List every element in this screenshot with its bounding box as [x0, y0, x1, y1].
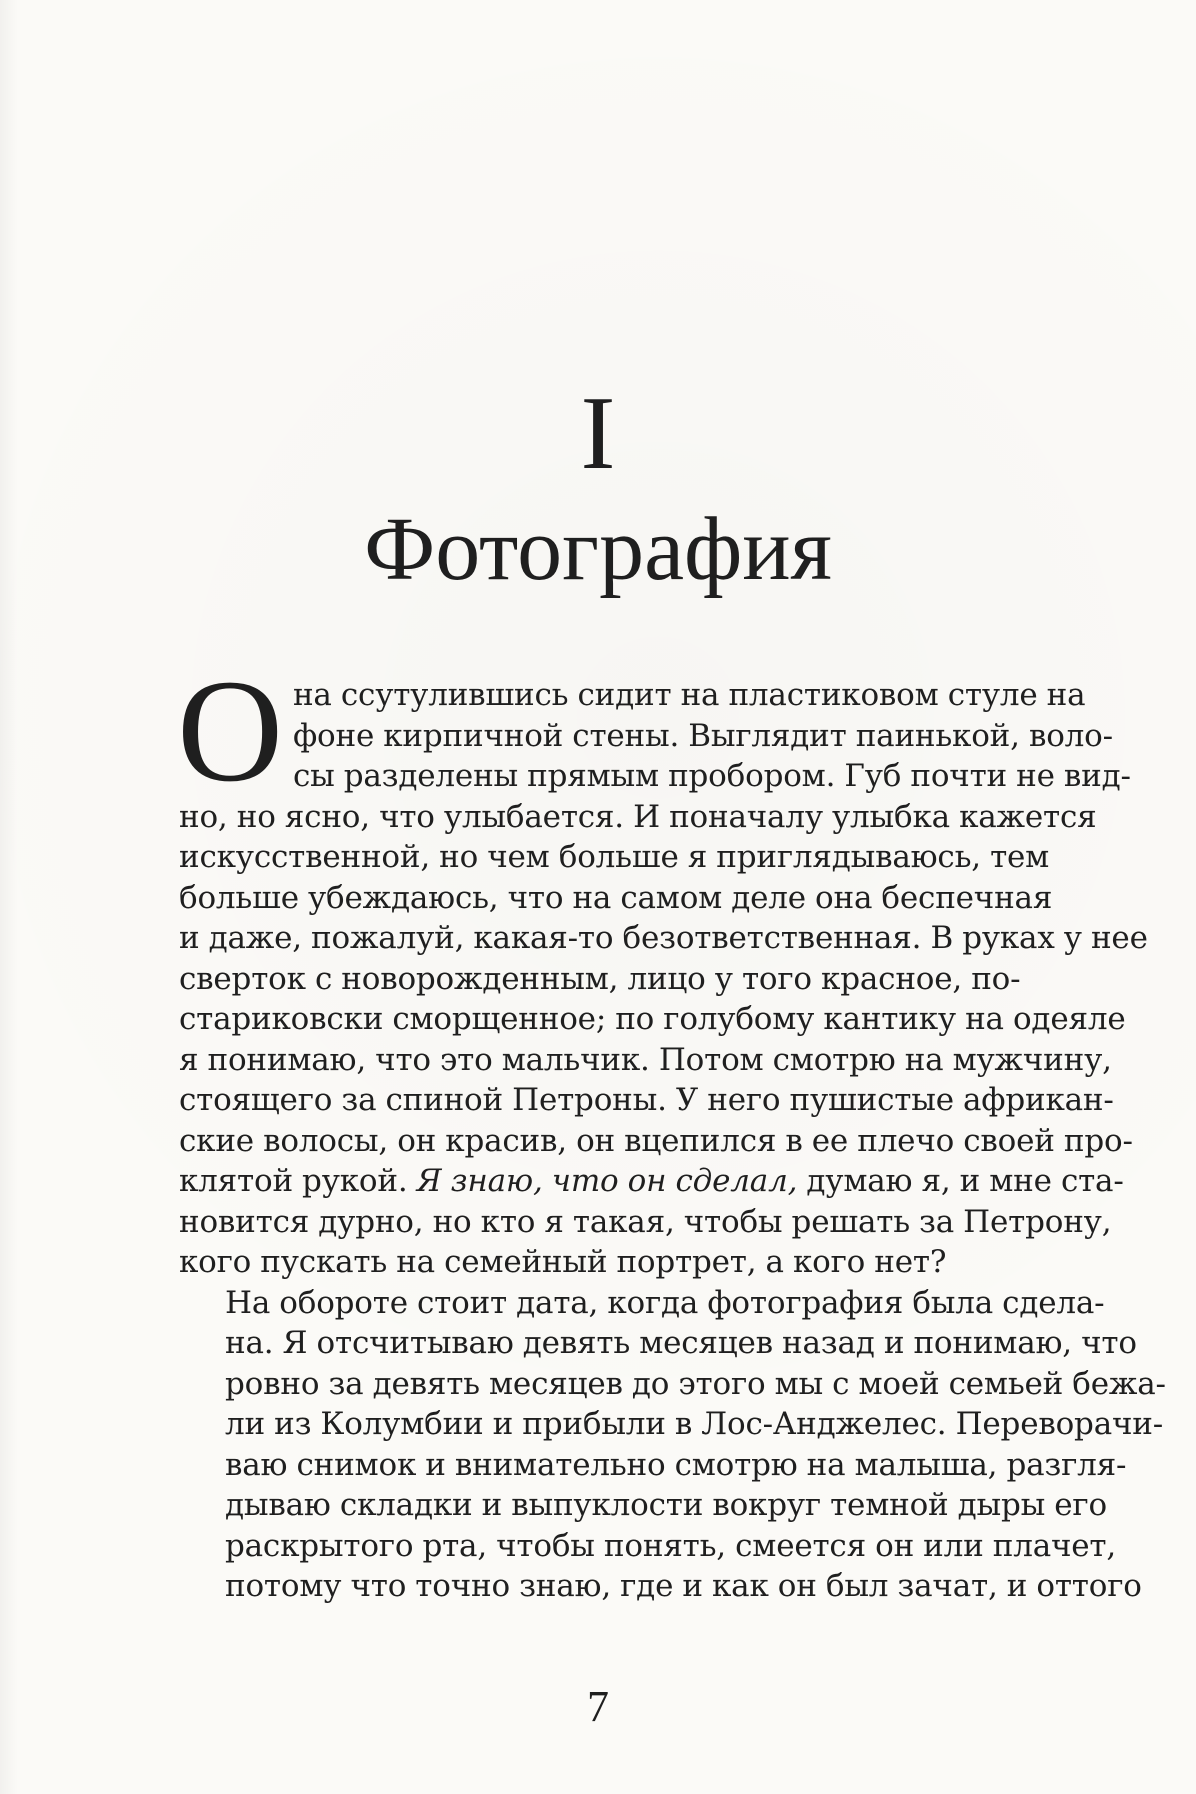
- text-line: На обороте стоит дата, когда фотография была сдела-: [225, 1284, 1105, 1321]
- chapter-title: Фотография: [364, 500, 832, 599]
- text-line: ваю снимок и внимательно смотрю на малыша, разгля-: [225, 1446, 1127, 1483]
- text-fragment: думаю я, и мне ста-: [797, 1163, 1124, 1199]
- text-line: раскрытого рта, чтобы понять, смеется он или плачет,: [225, 1527, 1117, 1564]
- text-line: фоне кирпичной стены. Выглядит паинькой, воло-: [292, 717, 1113, 754]
- text-line-with-italic: [179, 1161, 1124, 1202]
- body-text: [177, 649, 1166, 1607]
- drop-cap: О: [177, 649, 283, 812]
- text-line: сверток с новорожденным, лицо у того красное, по-: [179, 960, 1021, 997]
- text-line: я понимаю, что это мальчик. Потом смотрю на мужчину,: [179, 1041, 1112, 1078]
- text-line: ровно за девять месяцев до этого мы с моей семьей бежа-: [225, 1365, 1166, 1402]
- text-line: стоящего за спиной Петроны. У него пушистые африкан-: [179, 1082, 1114, 1118]
- text-line: дываю складки и выпуклости вокруг темной дыры его: [225, 1487, 1107, 1523]
- page-number: 7: [587, 1682, 609, 1731]
- text-line: на ссутулившись сидит на пластиковом стуле на: [292, 677, 1086, 713]
- text-line: искусственной, но чем больше я приглядываюсь, тем: [179, 839, 1050, 875]
- text-line: ские волосы, он красив, он вцепился в ее плечо своей про-: [179, 1122, 1133, 1159]
- text-line: и даже, пожалуй, какая-то безответственная. В руках у нее: [179, 920, 1148, 956]
- text-line: новится дурно, но кто я такая, чтобы решать за Петрону,: [179, 1203, 1112, 1240]
- italic-thought: Я знаю, что он сделал,: [416, 1163, 798, 1199]
- text-line: ли из Колумбии и прибыли в Лос-Анджелес. Переворачи-: [225, 1406, 1164, 1442]
- text-line: стариковски сморщенное; по голубому кантику на одеяле: [179, 1001, 1126, 1037]
- text-line: кого пускать на семейный портрет, а кого нет?: [179, 1244, 947, 1280]
- text-line: но, но ясно, что улыбается. И поначалу улыбка кажется: [179, 798, 1097, 835]
- text-line: потому что точно знаю, где и как он был зачат, и оттого: [225, 1568, 1142, 1604]
- text-line: сы разделены прямым пробором. Губ почти не вид-: [292, 758, 1131, 794]
- chapter-number: I: [580, 374, 616, 491]
- text-line: больше убеждаюсь, что на самом деле она беспечная: [179, 879, 1053, 916]
- text-line: на. Я отсчитываю девять месяцев назад и понимаю, что: [225, 1325, 1137, 1361]
- text-fragment: клятой рукой.: [179, 1163, 417, 1199]
- paragraph-1: [177, 649, 1148, 1283]
- paragraph-2: [179, 1283, 1166, 1607]
